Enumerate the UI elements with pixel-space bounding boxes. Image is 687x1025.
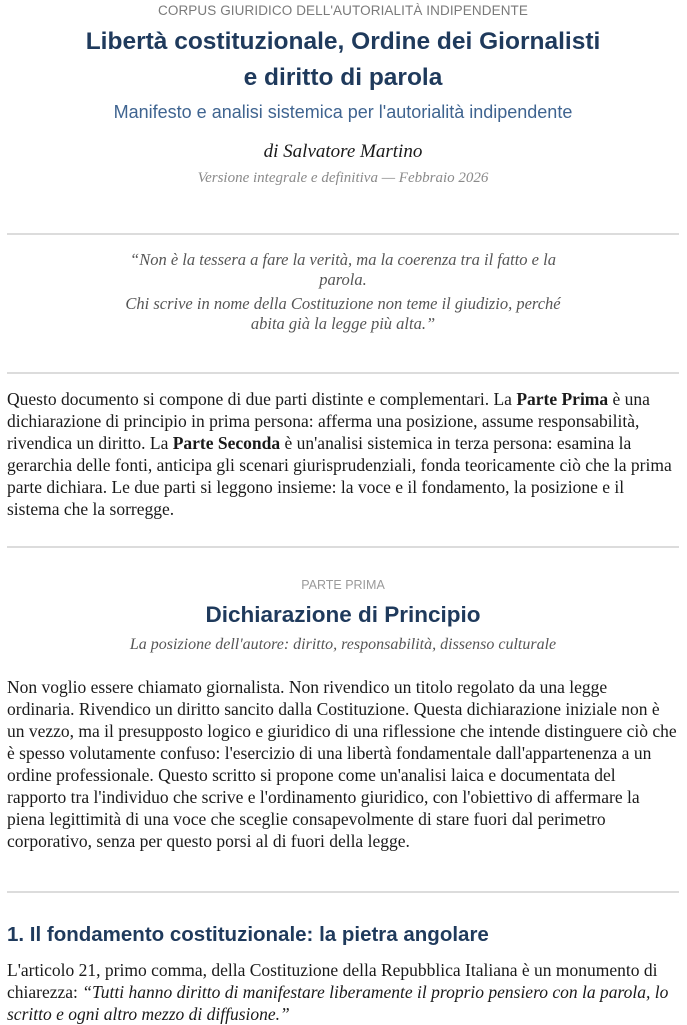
section-heading: 1. Il fondamento costituzionale: la pietra angolare	[7, 923, 489, 946]
title-line-1: Libertà costituzionale, Ordine dei Giornalisti	[85, 28, 601, 55]
intro-bold-parte-seconda: Parte Seconda	[172, 433, 281, 453]
version-note: Versione integrale e definitiva — Febbraio 2026	[197, 170, 489, 186]
corpus-label: CORPUS GIURIDICO DELL'AUTORIALITÀ INDIPENDENTE	[158, 3, 528, 18]
section-paragraph	[7, 959, 679, 1025]
intro-text: è una dichiarazione di principio in prima persona: afferma una posizione, assume responsabilità, rivendica un diritto. La	[7, 389, 650, 453]
document-title	[7, 24, 679, 96]
part-label: PARTE PRIMA	[301, 578, 385, 592]
epigraph-quote	[113, 250, 573, 334]
author-byline: di Salvatore Martino	[263, 141, 423, 162]
intro-paragraph	[7, 388, 679, 520]
epigraph-line-2: Chi scrive in nome della Costituzione non teme il giudizio, perché abita già la legge più alta.”	[125, 294, 561, 333]
divider	[7, 372, 679, 374]
part-title: Dichiarazione di Principio	[205, 602, 481, 627]
document-header	[7, 0, 679, 188]
divider	[7, 233, 679, 235]
part-one-header	[7, 577, 679, 655]
epigraph-block	[7, 250, 679, 334]
constitution-quote: “Tutti hanno diritto di manifestare liberamente il proprio pensiero con la parola, lo scritto e ogni altro mezzo di diffusione.”	[7, 982, 669, 1024]
intro-text: è un'analisi sistemica in terza persona: esamina la gerarchia delle fonti, anticipa gli scenari giurisprudenziali, fonda teoricamente ciò che la prima parte dichiara. Le due parti si leggono insieme: la voce e il fondamento, la posizione e il sistema che la sorregge.	[7, 433, 672, 519]
intro-text: Questo documento si compone di due parti distinte e complementari. La	[7, 389, 517, 409]
title-line-2: e diritto di parola	[243, 64, 443, 91]
section-text: L'articolo 21, primo comma, della Costituzione della Repubblica Italiana è un monumento di chiarezza:	[7, 960, 658, 1002]
divider	[7, 891, 679, 893]
epigraph-line-1: “Non è la tessera a fare la verità, ma la coerenza tra il fatto e la parola.	[130, 250, 556, 289]
divider	[7, 546, 679, 548]
part-subtitle: La posizione dell'autore: diritto, responsabilità, dissenso culturale	[129, 636, 557, 653]
intro-bold-parte-prima: Parte Prima	[516, 389, 609, 409]
declaration-paragraph: Non voglio essere chiamato giornalista. Non rivendico un titolo regolato da una legge ordinaria. Rivendico un diritto sancito dalla Costituzione. Questa dichiarazione iniziale non è un vezzo, ma il presupposto logico e giuridico di una riflessione che intende distinguere ciò che è spesso volutamente confuso: l'esercizio di una libertà fondamentale dall'appartenenza a un ordine professionale. Questo scritto si propone come un'analisi laica e documentata del rapporto tra l'individuo che scrive e l'ordinamento giuridico, con l'obiettivo di affermare la piena legittimità di una voce che sceglie consapevolmente di stare fuori dal perimetro corporativo, senza per questo porsi al di fuori della legge.	[7, 677, 677, 851]
document-subtitle: Manifesto e analisi sistemica per l'autorialità indipendente	[113, 102, 573, 122]
